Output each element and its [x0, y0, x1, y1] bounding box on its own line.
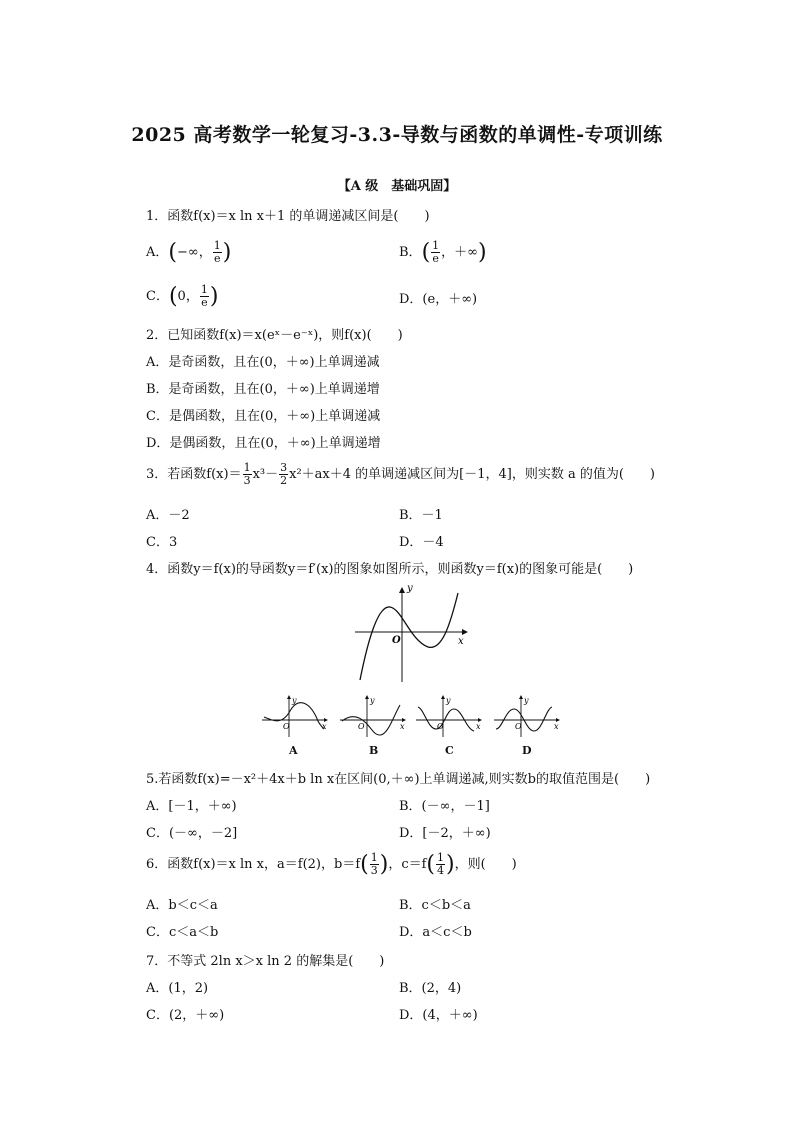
section-title: 【A 级 基础巩固】: [337, 179, 457, 194]
fraction-numerator: 1: [432, 239, 440, 252]
q1-option-b-text: ，＋∞: [441, 245, 478, 260]
origin-label: O: [283, 722, 290, 731]
q2-option-b: B．是奇函数，且在(0，＋∞)上单调递增: [146, 382, 380, 397]
fraction: [431, 240, 440, 265]
q6-option-c: C．c＜a＜b: [146, 925, 219, 940]
y-axis-label: y: [292, 696, 297, 705]
fraction: [436, 852, 445, 877]
graph-label-a: A: [289, 744, 298, 757]
q1-option-d: D．(e，＋∞): [399, 292, 478, 307]
y-axis-label: y: [407, 583, 413, 594]
q3-stem-part: x²＋ax＋4 的单调递减区间为[－1，4]，则实数 a 的值为( ): [289, 467, 655, 482]
y-axis-label: y: [524, 696, 529, 705]
question-1-stem: 1．函数f(x)＝x ln x＋1 的单调递减区间是( ): [146, 209, 430, 224]
fraction-numerator: 1: [243, 461, 251, 474]
q3-option-b: B．－1: [399, 508, 443, 523]
derivative-curve: [360, 593, 458, 680]
q6-option-a: A．b＜c＜a: [146, 898, 218, 913]
q6-option-d: D．a＜c＜b: [399, 925, 472, 940]
graph-curve: [496, 707, 552, 731]
q3-option-c: C．3: [146, 535, 178, 550]
left-paren: (: [426, 852, 436, 877]
y-axis-arrow: [519, 695, 523, 699]
question-4-stem: 4．函数y＝f(x)的导函数y＝f′(x)的图象如图所示，则函数y＝f(x)的图象可能是( ): [146, 562, 634, 577]
fraction-denominator: e: [213, 252, 221, 265]
x-axis-label: x: [554, 722, 559, 731]
option-graph-a: [260, 695, 330, 740]
y-axis-arrow: [287, 695, 291, 699]
q5-option-a: A．[－1，＋∞): [146, 799, 237, 814]
q1-option-b: [399, 240, 487, 265]
fraction-numerator: 1: [200, 283, 208, 296]
y-axis-arrow: [399, 587, 405, 593]
fraction: [243, 462, 252, 487]
right-paren: ): [446, 852, 455, 877]
q5-option-b: B．(－∞，－1]: [399, 799, 490, 814]
q3-option-d: D．－4: [399, 535, 444, 550]
fraction-denominator: e: [201, 296, 208, 309]
q2-option-c: C．是偶函数，且在(0，＋∞)上单调递减: [146, 409, 381, 424]
q6-option-b: B．c＜b＜a: [399, 898, 471, 913]
q5-option-c: C．(－∞，－2]: [146, 826, 238, 841]
fraction-denominator: e: [432, 252, 439, 265]
fraction-numerator: 1: [213, 239, 221, 252]
q6-stem-part: 6．函数f(x)＝x ln x，a＝f(2)，b＝f: [146, 857, 361, 872]
fraction-denominator: 3: [243, 474, 251, 487]
graph-label-c: C: [445, 744, 454, 757]
q2-option-d: D．是偶函数，且在(0，＋∞)上单调递增: [146, 436, 381, 451]
q1-option-c-text: 0，: [177, 289, 199, 304]
q7-option-c: C．(2，＋∞): [146, 1008, 225, 1023]
x-axis-arrow: [462, 629, 468, 635]
left-paren: (: [360, 852, 369, 877]
fraction: [200, 284, 209, 309]
graph-label-b: B: [369, 744, 379, 757]
origin-label: O: [515, 722, 522, 731]
right-paren: ): [379, 852, 389, 877]
q1-option-c: [146, 284, 218, 309]
fraction: [213, 240, 222, 265]
fraction: [279, 462, 288, 487]
y-axis-label: y: [446, 696, 451, 705]
fraction-numerator: 1: [437, 851, 445, 864]
y-axis-arrow: [441, 695, 445, 699]
left-paren: (: [168, 284, 178, 309]
x-axis-label: x: [458, 636, 464, 647]
derivative-graph: [350, 585, 470, 685]
question-7-stem: 7．不等式 2ln x＞x ln 2 的解集是( ): [146, 954, 385, 969]
q1-option-a-label: A．: [146, 245, 169, 260]
q1-option-c-label: C．: [146, 289, 169, 304]
x-axis-label: x: [476, 722, 481, 731]
fraction-denominator: 4: [437, 864, 445, 877]
question-5-stem: 5.若函数f(x)=－x²＋4x＋b ln x在区间(0,＋∞)上单调递减,则实数b的取值范围是( ): [146, 772, 651, 787]
origin-label: O: [437, 722, 444, 731]
q7-option-a: A．(1，2): [146, 981, 209, 996]
q7-option-d: D．(4，＋∞): [399, 1008, 478, 1023]
fraction-numerator: 3: [280, 461, 288, 474]
q6-stem-part: ，则( ): [454, 857, 517, 872]
q3-stem-part: x³－: [252, 467, 279, 482]
q7-option-b: B．(2，4): [399, 981, 462, 996]
q5-option-d: D．[－2，＋∞): [399, 826, 491, 841]
fraction: [370, 852, 379, 877]
question-3-stem: [146, 462, 655, 487]
graph-curve: [264, 703, 324, 729]
q3-option-a: A．－2: [146, 508, 190, 523]
q1-option-a: [146, 240, 231, 265]
origin-label: O: [392, 635, 401, 646]
y-axis-label: y: [370, 696, 375, 705]
q1-option-b-label: B．: [399, 245, 422, 260]
option-graph-b: [338, 695, 408, 740]
graph-curve: [418, 707, 474, 731]
fraction-denominator: 2: [280, 474, 288, 487]
option-graph-d: [492, 695, 562, 740]
fraction-numerator: 1: [370, 851, 378, 864]
right-paren: ): [222, 240, 232, 265]
q2-option-a: A．是奇函数，且在(0，＋∞)上单调递减: [146, 355, 380, 370]
right-paren: ): [209, 284, 219, 309]
right-paren: ): [478, 240, 487, 265]
x-axis-label: x: [322, 722, 327, 731]
fraction-denominator: 3: [370, 864, 378, 877]
question-6-stem: [146, 852, 517, 877]
question-2-stem: 2．已知函数f(x)＝x(eˣ－e⁻ˣ)，则f(x)( ): [146, 328, 403, 343]
page-title: 2025 高考数学一轮复习-3.3-导数与函数的单调性-专项训练: [131, 124, 663, 146]
graph-label-d: D: [522, 744, 532, 757]
q3-stem-part: 3．若函数f(x)＝: [146, 467, 242, 482]
left-paren: (: [168, 240, 177, 265]
q1-option-a-text: −∞，: [176, 245, 212, 260]
option-graph-c: [414, 695, 484, 740]
q6-stem-part: ，c＝f: [388, 857, 427, 872]
origin-label: O: [358, 722, 365, 731]
left-paren: (: [421, 240, 431, 265]
x-axis-label: x: [400, 722, 405, 731]
y-axis-arrow: [365, 695, 369, 699]
